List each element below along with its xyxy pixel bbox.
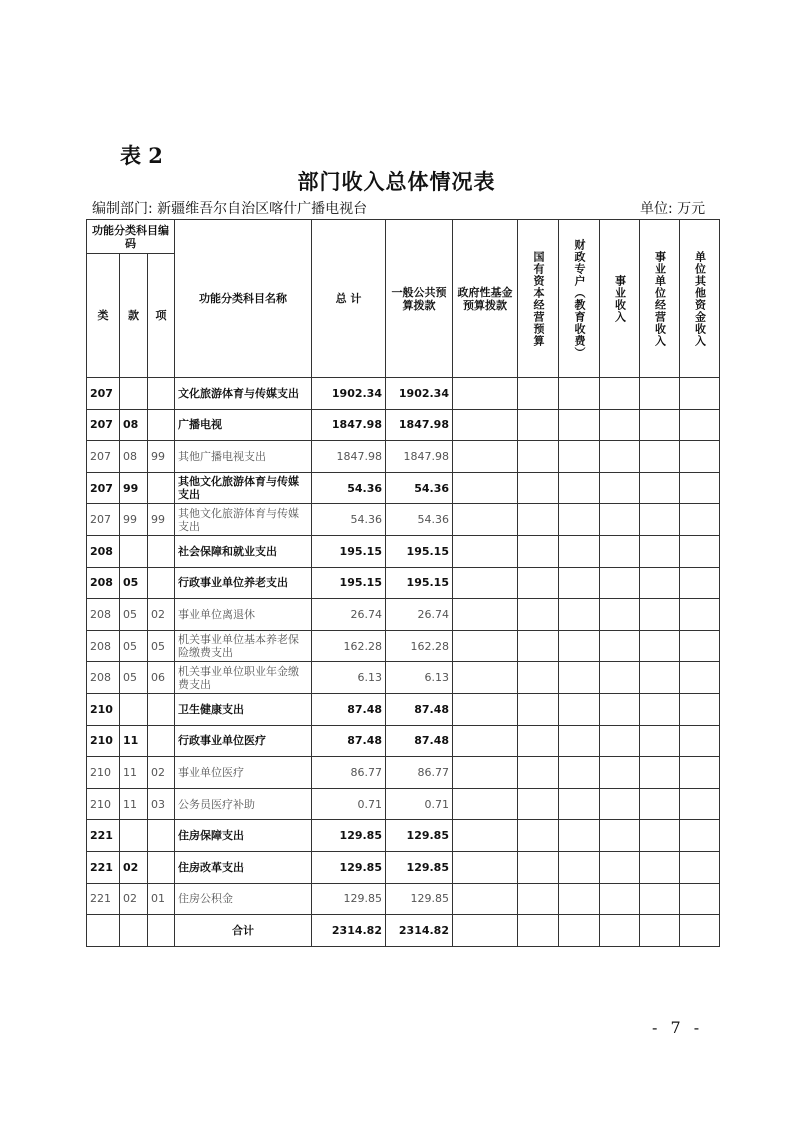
cell-empty	[600, 851, 640, 883]
cell-lei: 221	[87, 851, 120, 883]
cell-xiang	[148, 535, 175, 567]
cell-empty	[600, 883, 640, 915]
table-label: 表 2	[120, 143, 163, 168]
cell-general-budget: 129.85	[386, 851, 453, 883]
cell-empty	[559, 851, 600, 883]
cell-name: 广播电视	[175, 409, 312, 441]
cell-empty	[600, 378, 640, 410]
cell-empty	[453, 662, 518, 694]
table-row	[87, 851, 720, 883]
income-table	[86, 219, 720, 947]
table-row	[87, 757, 720, 789]
cell-empty	[453, 567, 518, 599]
cell-xiang	[148, 472, 175, 504]
cell-total: 0.71	[312, 788, 386, 820]
cell-empty	[680, 409, 720, 441]
cell-empty	[680, 915, 720, 947]
cell-xiang	[148, 567, 175, 599]
cell-empty	[518, 535, 559, 567]
page-number: - 7 -	[652, 1018, 704, 1037]
table-row	[87, 662, 720, 694]
cell-empty	[453, 535, 518, 567]
header-other-income: 单位其他资金收入	[680, 220, 720, 378]
cell-empty	[453, 915, 518, 947]
cell-lei: 210	[87, 725, 120, 757]
cell-kuan	[120, 693, 148, 725]
cell-lei: 207	[87, 378, 120, 410]
cell-name: 行政事业单位养老支出	[175, 567, 312, 599]
cell-empty	[600, 630, 640, 662]
cell-xiang: 05	[148, 630, 175, 662]
cell-empty	[640, 378, 680, 410]
cell-lei: 207	[87, 409, 120, 441]
cell-empty	[640, 725, 680, 757]
cell-name: 住房公积金	[175, 883, 312, 915]
cell-empty	[453, 851, 518, 883]
cell-empty	[518, 820, 559, 852]
total-value: 2314.82	[312, 915, 386, 947]
cell-general-budget: 87.48	[386, 725, 453, 757]
cell-lei: 221	[87, 820, 120, 852]
cell-empty	[518, 883, 559, 915]
cell-empty	[600, 693, 640, 725]
cell-general-budget: 1847.98	[386, 409, 453, 441]
cell-xiang	[148, 693, 175, 725]
cell-kuan: 05	[120, 662, 148, 694]
cell-xiang: 06	[148, 662, 175, 694]
cell-name: 公务员医疗补助	[175, 788, 312, 820]
cell-empty	[518, 915, 559, 947]
cell-total: 195.15	[312, 535, 386, 567]
cell-xiang	[148, 851, 175, 883]
cell-empty	[640, 693, 680, 725]
cell-kuan: 11	[120, 788, 148, 820]
header-operating-income: 事业单位经营收入	[640, 220, 680, 378]
cell-empty	[640, 504, 680, 536]
cell-empty	[680, 788, 720, 820]
cell-lei: 208	[87, 630, 120, 662]
cell-empty	[640, 662, 680, 694]
cell-lei: 207	[87, 441, 120, 473]
cell-lei: 208	[87, 599, 120, 631]
cell-empty	[453, 378, 518, 410]
table-row	[87, 409, 720, 441]
total-row	[87, 915, 720, 947]
cell-empty	[453, 693, 518, 725]
cell-empty	[518, 757, 559, 789]
cell-empty	[518, 441, 559, 473]
cell-general-budget: 6.13	[386, 662, 453, 694]
table-row	[87, 725, 720, 757]
cell-lei: 210	[87, 757, 120, 789]
cell-empty	[680, 820, 720, 852]
cell-general-budget: 86.77	[386, 757, 453, 789]
cell-empty	[453, 788, 518, 820]
cell-empty	[518, 504, 559, 536]
cell-name: 事业单位离退休	[175, 599, 312, 631]
cell-lei: 207	[87, 504, 120, 536]
cell-lei: 210	[87, 693, 120, 725]
cell-empty	[559, 725, 600, 757]
cell-xiang: 99	[148, 441, 175, 473]
cell-empty	[559, 757, 600, 789]
cell-total: 129.85	[312, 851, 386, 883]
cell-total: 87.48	[312, 693, 386, 725]
cell-xiang	[148, 725, 175, 757]
cell-empty	[640, 409, 680, 441]
cell-kuan: 11	[120, 757, 148, 789]
cell-empty	[600, 535, 640, 567]
cell-empty	[453, 883, 518, 915]
cell-xiang	[148, 820, 175, 852]
cell-lei: 207	[87, 472, 120, 504]
cell-empty	[559, 915, 600, 947]
cell-empty	[680, 378, 720, 410]
cell-empty	[680, 883, 720, 915]
unit-label: 单位: 万元	[640, 201, 706, 217]
cell-name: 事业单位医疗	[175, 757, 312, 789]
table-row	[87, 567, 720, 599]
table-row	[87, 883, 720, 915]
cell-empty	[559, 535, 600, 567]
cell-kuan	[120, 820, 148, 852]
table-row	[87, 472, 720, 504]
cell-xiang	[148, 409, 175, 441]
cell-general-budget: 26.74	[386, 599, 453, 631]
cell-lei: 208	[87, 567, 120, 599]
cell-empty	[453, 630, 518, 662]
cell-empty	[640, 851, 680, 883]
cell-total: 1902.34	[312, 378, 386, 410]
cell-empty	[640, 788, 680, 820]
cell-general-budget: 195.15	[386, 535, 453, 567]
cell-empty	[640, 883, 680, 915]
cell-kuan: 05	[120, 599, 148, 631]
cell-empty	[640, 757, 680, 789]
cell-empty	[600, 441, 640, 473]
cell-total: 26.74	[312, 599, 386, 631]
table-row	[87, 599, 720, 631]
cell-name: 行政事业单位医疗	[175, 725, 312, 757]
cell-empty	[518, 725, 559, 757]
header-kuan: 款	[120, 254, 148, 378]
cell-xiang: 02	[148, 599, 175, 631]
cell-empty	[680, 851, 720, 883]
cell-empty	[640, 630, 680, 662]
cell-empty	[559, 409, 600, 441]
cell-general-budget: 195.15	[386, 567, 453, 599]
cell-empty	[680, 662, 720, 694]
cell-empty	[559, 788, 600, 820]
cell-lei: 208	[87, 662, 120, 694]
cell-empty	[600, 662, 640, 694]
cell-empty	[453, 599, 518, 631]
cell-total: 1847.98	[312, 409, 386, 441]
table-row	[87, 693, 720, 725]
cell-empty	[680, 725, 720, 757]
cell-lei: 208	[87, 535, 120, 567]
cell-empty	[600, 599, 640, 631]
cell-name: 机关事业单位职业年金缴费支出	[175, 662, 312, 694]
cell-empty	[518, 662, 559, 694]
cell-empty	[559, 567, 600, 599]
cell-empty	[680, 693, 720, 725]
cell-empty	[640, 535, 680, 567]
table-row	[87, 630, 720, 662]
cell-xiang: 03	[148, 788, 175, 820]
cell-general-budget: 162.28	[386, 630, 453, 662]
cell-empty	[518, 630, 559, 662]
cell-empty	[453, 504, 518, 536]
cell-total: 129.85	[312, 883, 386, 915]
cell-kuan: 02	[120, 851, 148, 883]
cell-empty	[453, 472, 518, 504]
cell-empty	[518, 788, 559, 820]
cell-empty	[600, 472, 640, 504]
cell-kuan: 11	[120, 725, 148, 757]
header-lei: 类	[87, 254, 120, 378]
cell-total: 1847.98	[312, 441, 386, 473]
cell-empty	[600, 567, 640, 599]
cell-xiang: 01	[148, 883, 175, 915]
cell-xiang	[148, 378, 175, 410]
header-code-group: 功能分类科目编码	[87, 220, 175, 254]
cell-empty	[600, 788, 640, 820]
cell-empty	[559, 883, 600, 915]
cell-empty	[518, 472, 559, 504]
cell-lei: 221	[87, 883, 120, 915]
cell-empty	[640, 599, 680, 631]
header-name: 功能分类科目名称	[175, 220, 312, 378]
cell-general-budget: 129.85	[386, 820, 453, 852]
cell-empty	[640, 915, 680, 947]
cell-empty	[680, 757, 720, 789]
header-fiscal-special: 财政专户（教育收费）	[559, 220, 600, 378]
table-row	[87, 504, 720, 536]
cell-general-budget: 1902.34	[386, 378, 453, 410]
cell-empty	[518, 693, 559, 725]
cell-kuan: 08	[120, 441, 148, 473]
cell-empty	[559, 630, 600, 662]
cell-total: 195.15	[312, 567, 386, 599]
cell-lei: 210	[87, 788, 120, 820]
cell-empty	[640, 472, 680, 504]
cell-empty	[559, 504, 600, 536]
cell-empty	[453, 820, 518, 852]
cell-general-budget: 87.48	[386, 693, 453, 725]
cell-empty	[680, 599, 720, 631]
cell-empty	[559, 472, 600, 504]
cell-empty	[453, 757, 518, 789]
cell-name: 社会保障和就业支出	[175, 535, 312, 567]
cell-name: 其他文化旅游体育与传媒支出	[175, 472, 312, 504]
table-row	[87, 378, 720, 410]
header-total: 总 计	[312, 220, 386, 378]
cell-empty	[600, 409, 640, 441]
cell-xiang: 02	[148, 757, 175, 789]
cell-empty	[680, 472, 720, 504]
cell-empty	[453, 409, 518, 441]
cell-kuan: 08	[120, 409, 148, 441]
cell-empty	[148, 915, 175, 947]
cell-empty	[518, 851, 559, 883]
cell-name: 卫生健康支出	[175, 693, 312, 725]
cell-total: 54.36	[312, 472, 386, 504]
cell-empty	[600, 915, 640, 947]
table-row	[87, 788, 720, 820]
table-row	[87, 820, 720, 852]
cell-empty	[518, 567, 559, 599]
cell-empty	[600, 820, 640, 852]
cell-name: 住房改革支出	[175, 851, 312, 883]
cell-kuan: 05	[120, 567, 148, 599]
header-xiang: 项	[148, 254, 175, 378]
cell-empty	[453, 725, 518, 757]
cell-empty	[680, 535, 720, 567]
cell-empty	[640, 567, 680, 599]
cell-empty	[559, 378, 600, 410]
header-general-budget: 一般公共预算拨款	[386, 220, 453, 378]
cell-empty	[640, 820, 680, 852]
cell-general-budget: 0.71	[386, 788, 453, 820]
cell-total: 6.13	[312, 662, 386, 694]
cell-general-budget: 54.36	[386, 472, 453, 504]
cell-general-budget: 1847.98	[386, 441, 453, 473]
table-row	[87, 535, 720, 567]
cell-total: 162.28	[312, 630, 386, 662]
cell-xiang: 99	[148, 504, 175, 536]
cell-general-budget: 54.36	[386, 504, 453, 536]
document-title: 部门收入总体情况表	[297, 169, 496, 194]
cell-name: 其他广播电视支出	[175, 441, 312, 473]
cell-empty	[120, 915, 148, 947]
cell-kuan: 02	[120, 883, 148, 915]
cell-empty	[559, 662, 600, 694]
cell-empty	[680, 567, 720, 599]
cell-total: 86.77	[312, 757, 386, 789]
cell-empty	[518, 599, 559, 631]
cell-name: 其他文化旅游体育与传媒支出	[175, 504, 312, 536]
cell-empty	[640, 441, 680, 473]
cell-kuan: 99	[120, 472, 148, 504]
cell-empty	[559, 820, 600, 852]
cell-name: 住房保障支出	[175, 820, 312, 852]
cell-empty	[453, 441, 518, 473]
total-label: 合计	[175, 915, 312, 947]
cell-kuan	[120, 378, 148, 410]
cell-name: 机关事业单位基本养老保险缴费支出	[175, 630, 312, 662]
header-business-income: 事业收入	[600, 220, 640, 378]
cell-kuan	[120, 535, 148, 567]
cell-total: 87.48	[312, 725, 386, 757]
cell-empty	[559, 441, 600, 473]
cell-empty	[680, 504, 720, 536]
cell-kuan: 99	[120, 504, 148, 536]
cell-empty	[680, 630, 720, 662]
cell-kuan: 05	[120, 630, 148, 662]
cell-empty	[559, 693, 600, 725]
cell-name: 文化旅游体育与传媒支出	[175, 378, 312, 410]
header-state-capital: 国有资本经营预算	[518, 220, 559, 378]
cell-empty	[600, 757, 640, 789]
department-label: 编制部门: 新疆维吾尔自治区喀什广播电视台	[92, 201, 368, 217]
cell-general-budget: 129.85	[386, 883, 453, 915]
cell-empty	[87, 915, 120, 947]
total-general-budget: 2314.82	[386, 915, 453, 947]
table-row	[87, 441, 720, 473]
cell-empty	[600, 504, 640, 536]
cell-empty	[559, 599, 600, 631]
cell-total: 129.85	[312, 820, 386, 852]
cell-empty	[680, 441, 720, 473]
header-gov-fund: 政府性基金预算拨款	[453, 220, 518, 378]
cell-empty	[518, 409, 559, 441]
cell-empty	[518, 378, 559, 410]
cell-empty	[600, 725, 640, 757]
cell-total: 54.36	[312, 504, 386, 536]
